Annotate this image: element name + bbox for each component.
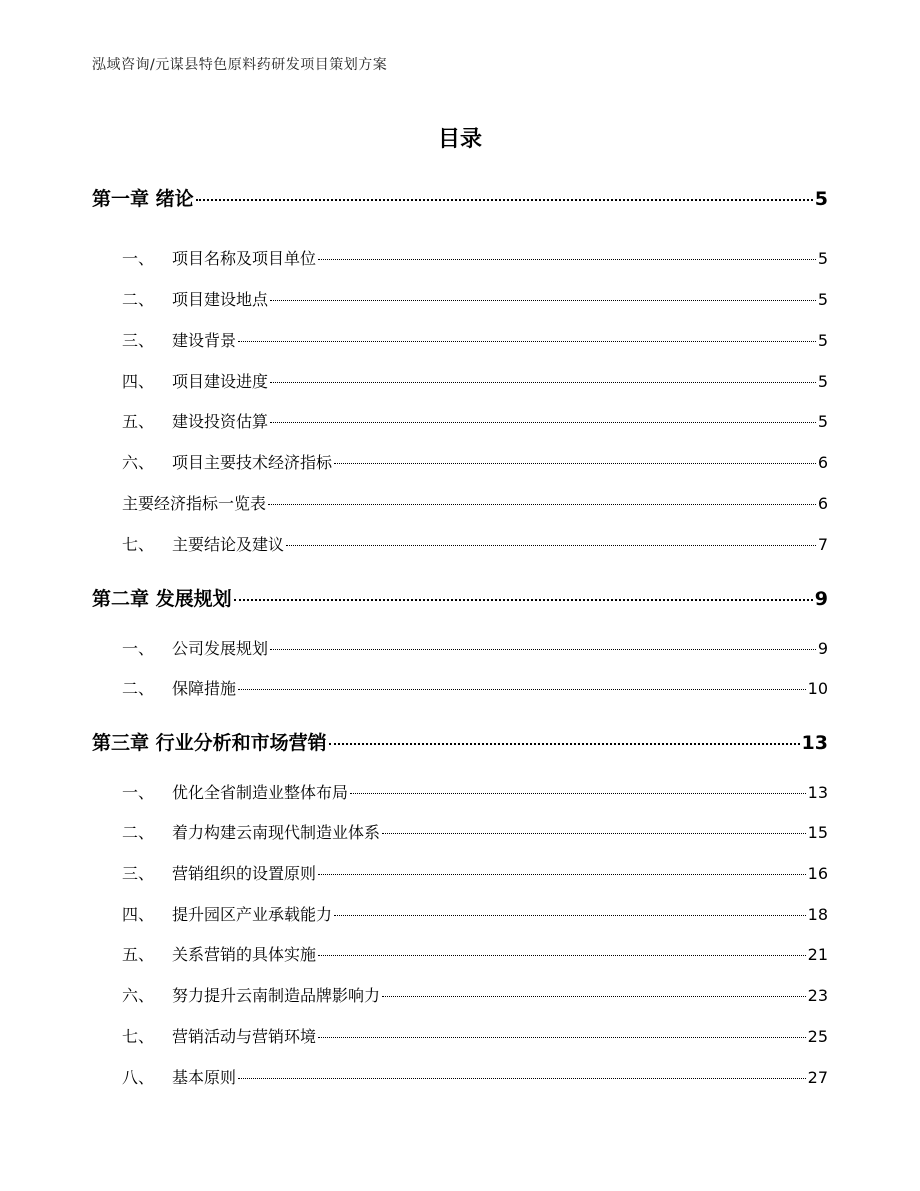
dot-leader (382, 996, 806, 997)
toc-entry-label (122, 780, 348, 803)
toc-section-entry[interactable] (122, 1024, 828, 1047)
toc-section-entry[interactable] (122, 636, 828, 659)
toc-entry-number: 七、 (122, 1027, 155, 1046)
toc-entry-label (122, 532, 284, 555)
toc-entry-label (92, 728, 327, 755)
toc-section-entry[interactable] (122, 902, 828, 925)
toc-page-number: 13 (807, 783, 828, 802)
toc-section-entry[interactable] (122, 246, 828, 269)
toc-entry-text: 第二章 发展规划 (92, 588, 232, 610)
toc-page-number: 5 (817, 372, 828, 391)
dot-leader (334, 463, 816, 464)
toc-chapter-entry[interactable] (92, 584, 828, 611)
dot-leader (350, 793, 806, 794)
dot-leader (318, 874, 806, 875)
toc-entry-number: 一、 (122, 249, 155, 268)
dot-leader (238, 341, 816, 342)
toc-page-number: 9 (814, 588, 828, 610)
toc-entry-text: 主要结论及建议 (172, 535, 285, 554)
toc-entry-number: 五、 (122, 412, 155, 431)
toc-entry-label (122, 942, 316, 965)
toc-page-number: 6 (817, 453, 828, 472)
toc-entry-text: 营销组织的设置原则 (172, 864, 317, 883)
dot-leader (382, 833, 806, 834)
dot-leader (270, 649, 816, 650)
toc-page-number: 5 (817, 412, 828, 431)
dot-leader (196, 199, 813, 201)
toc-page-number: 5 (817, 331, 828, 350)
toc-entry-number: 四、 (122, 372, 155, 391)
toc-section-entry[interactable] (122, 861, 828, 884)
toc-entry-label (92, 184, 194, 211)
dot-leader (238, 1078, 806, 1079)
toc-entry-label (122, 676, 236, 699)
toc-entry-text: 着力构建云南现代制造业体系 (172, 823, 381, 842)
dot-leader (270, 422, 816, 423)
toc-entry-label (122, 636, 268, 659)
toc-section-entry[interactable] (122, 820, 828, 843)
toc-entry-number: 六、 (122, 986, 155, 1005)
dot-leader (318, 1037, 806, 1038)
toc-title: 目录 (437, 127, 482, 152)
dot-leader (270, 382, 816, 383)
toc-section-entry[interactable] (122, 532, 828, 555)
document-header: 泓域咨询/元谋县特色原料药研发项目策划方案 (92, 57, 388, 73)
toc-entry-text: 公司发展规划 (172, 639, 269, 658)
toc-entry-label (122, 861, 316, 884)
toc-entry-text: 建设投资估算 (172, 412, 269, 431)
toc-entry-number: 三、 (122, 331, 155, 350)
toc-entry-label (122, 328, 236, 351)
dot-leader (238, 689, 806, 690)
toc-entry-text: 建设背景 (172, 331, 237, 350)
toc-entry-number: 一、 (122, 639, 155, 658)
toc-entry-text: 第一章 绪论 (92, 188, 194, 210)
toc-page-number: 5 (814, 188, 828, 210)
toc-chapter-entry[interactable] (92, 728, 828, 755)
toc-entry-label (122, 369, 268, 392)
dot-leader (318, 955, 806, 956)
toc-section-entry[interactable] (122, 328, 828, 351)
dot-leader (270, 300, 816, 301)
toc-page-number: 13 (801, 732, 828, 754)
toc-entry-label (122, 246, 316, 269)
toc-entry-label (92, 584, 232, 611)
toc-page-number: 25 (807, 1027, 828, 1046)
toc-page-number: 27 (807, 1068, 828, 1087)
toc-section-entry[interactable] (122, 491, 828, 514)
dot-leader (334, 915, 806, 916)
toc-page-number: 15 (807, 823, 828, 842)
toc-entry-number: 四、 (122, 905, 155, 924)
toc-entry-text: 项目名称及项目单位 (172, 249, 317, 268)
dot-leader (234, 599, 813, 601)
toc-page-number: 21 (807, 945, 828, 964)
toc-entry-text: 项目建设地点 (172, 290, 269, 309)
toc-entry-number: 二、 (122, 823, 155, 842)
toc-page-number: 9 (817, 639, 828, 658)
toc-entry-number: 六、 (122, 453, 155, 472)
toc-entry-text: 基本原则 (172, 1068, 237, 1087)
toc-section-entry[interactable] (122, 676, 828, 699)
toc-entry-text: 项目建设进度 (172, 372, 269, 391)
toc-section-entry[interactable] (122, 983, 828, 1006)
toc-entry-number: 二、 (122, 679, 155, 698)
toc-section-entry[interactable] (122, 1065, 828, 1088)
toc-chapter-entry[interactable] (92, 184, 828, 211)
toc-section-entry[interactable] (122, 369, 828, 392)
toc-entry-number: 七、 (122, 535, 155, 554)
toc-entry-number: 八、 (122, 1068, 155, 1087)
toc-entry-label (122, 409, 268, 432)
toc-entry-number: 二、 (122, 290, 155, 309)
toc-page-number: 18 (807, 905, 828, 924)
toc-entry-text: 优化全省制造业整体布局 (172, 783, 349, 802)
dot-leader (286, 545, 816, 546)
toc-entry-label (122, 1065, 236, 1088)
toc-entry-text: 主要经济指标一览表 (122, 494, 267, 513)
dot-leader (268, 504, 816, 505)
toc-page-number: 5 (817, 249, 828, 268)
dot-leader (329, 743, 800, 745)
toc-entry-label (122, 450, 332, 473)
toc-entry-label (122, 820, 380, 843)
toc-entry-text: 第三章 行业分析和市场营销 (92, 732, 327, 754)
toc-entry-number: 一、 (122, 783, 155, 802)
toc-entry-label (122, 983, 380, 1006)
toc-page-number: 23 (807, 986, 828, 1005)
toc-entry-text: 关系营销的具体实施 (172, 945, 317, 964)
toc-entry-number: 三、 (122, 864, 155, 883)
toc-page-number: 10 (807, 679, 828, 698)
toc-entry-label (122, 902, 332, 925)
toc-page-number: 7 (817, 535, 828, 554)
toc-entry-label (122, 491, 266, 514)
toc-entry-text: 保障措施 (172, 679, 237, 698)
toc-section-entry[interactable] (122, 780, 828, 803)
toc-entry-text: 提升园区产业承载能力 (172, 905, 333, 924)
toc-page-number: 5 (817, 290, 828, 309)
toc-page-number: 16 (807, 864, 828, 883)
toc-entry-label (122, 287, 268, 310)
toc-section-entry[interactable] (122, 287, 828, 310)
toc-section-entry[interactable] (122, 450, 828, 473)
toc-section-entry[interactable] (122, 409, 828, 432)
toc-entry-number: 五、 (122, 945, 155, 964)
dot-leader (318, 259, 816, 260)
toc-entry-label (122, 1024, 316, 1047)
toc-entry-text: 努力提升云南制造品牌影响力 (172, 986, 381, 1005)
toc-page-number: 6 (817, 494, 828, 513)
toc-entry-text: 项目主要技术经济指标 (172, 453, 333, 472)
toc-section-entry[interactable] (122, 942, 828, 965)
toc-entry-text: 营销活动与营销环境 (172, 1027, 317, 1046)
